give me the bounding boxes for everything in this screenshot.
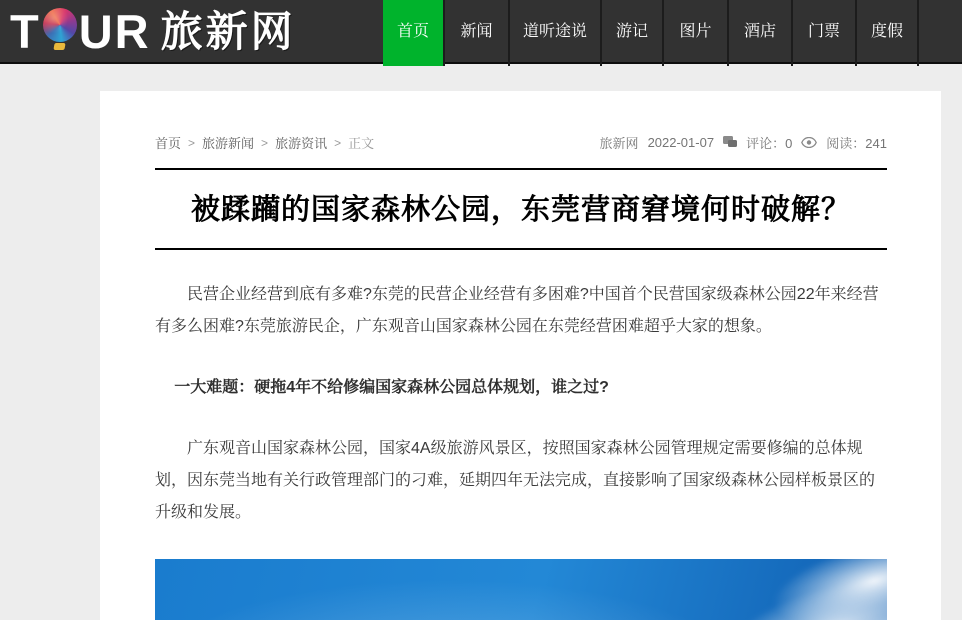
article-card: [100, 91, 941, 620]
article-paragraph-2: 广东观音山国家森林公园，国家4A级旅游风景区，按照国家森林公园管理规定需要修编的总体规划，因东莞当地有关行政管理部门的刁难，延期四年无法完成，直接影响了国家级森林公园样板景区的升级和发展。: [155, 440, 876, 522]
meta-views-count: 阅读：241: [826, 136, 887, 151]
breadcrumb: [155, 133, 374, 152]
main-nav: [383, 0, 919, 66]
nav-item-news[interactable]: 新闻: [443, 0, 508, 66]
article-paragraph-1: 民营企业经营到底有多难?东莞的民营企业经营有多困难?中国首个民营国家级森林公园22年来经营有多么困难?东莞旅游民企，广东观音山国家森林公园在东莞经营困难超乎大家的想象。: [155, 286, 879, 336]
meta-date: 2022-01-07: [647, 135, 715, 150]
nav-item-photos[interactable]: 图片: [662, 0, 727, 66]
article-subheading: 一大难题：硬拖4年不给修编国家森林公园总体规划，谁之过?: [174, 379, 609, 397]
breadcrumb-separator: >: [334, 135, 342, 150]
breadcrumb-separator: >: [188, 135, 196, 150]
article-photo-blue-sky: [155, 559, 887, 620]
logo-letter-t: T: [10, 5, 41, 58]
meta-comments-count: 评论：0: [746, 136, 793, 151]
comment-icon: [723, 136, 737, 149]
article-title: 被蹂躏的国家森林公园，东莞营商窘境何时破解？: [190, 194, 851, 226]
logo-letters-ur: UR: [78, 5, 151, 58]
nav-item-hearsay[interactable]: 道听途说: [508, 0, 600, 66]
site-header: [0, 0, 962, 64]
breadcrumb-travel-info[interactable]: 旅游资讯: [275, 136, 328, 151]
meta-source: 旅新网: [599, 136, 639, 151]
breadcrumb-current-page: 正文: [348, 136, 375, 151]
breadcrumb-travel-news[interactable]: 旅游新闻: [202, 136, 255, 151]
nav-item-vacation[interactable]: 度假: [855, 0, 919, 66]
eye-icon: [801, 137, 817, 148]
nav-item-home[interactable]: 首页: [383, 0, 443, 66]
cloud-graphic: [482, 559, 887, 620]
logo-site-name: 旅新网: [160, 8, 296, 55]
nav-item-travelogue[interactable]: 游记: [600, 0, 662, 66]
breadcrumb-meta-row: [155, 133, 887, 152]
article-meta: [600, 133, 887, 152]
breadcrumb-separator: >: [261, 135, 269, 150]
nav-item-tickets[interactable]: 门票: [791, 0, 855, 66]
site-logo[interactable]: [10, 0, 296, 64]
nav-item-hotels[interactable]: 酒店: [727, 0, 791, 66]
title-block: [155, 168, 887, 250]
hot-air-balloon-icon: [43, 8, 77, 50]
balloon-ball: [43, 8, 77, 42]
balloon-basket: [54, 43, 66, 50]
article-body: [155, 279, 887, 620]
breadcrumb-home[interactable]: 首页: [155, 136, 182, 151]
